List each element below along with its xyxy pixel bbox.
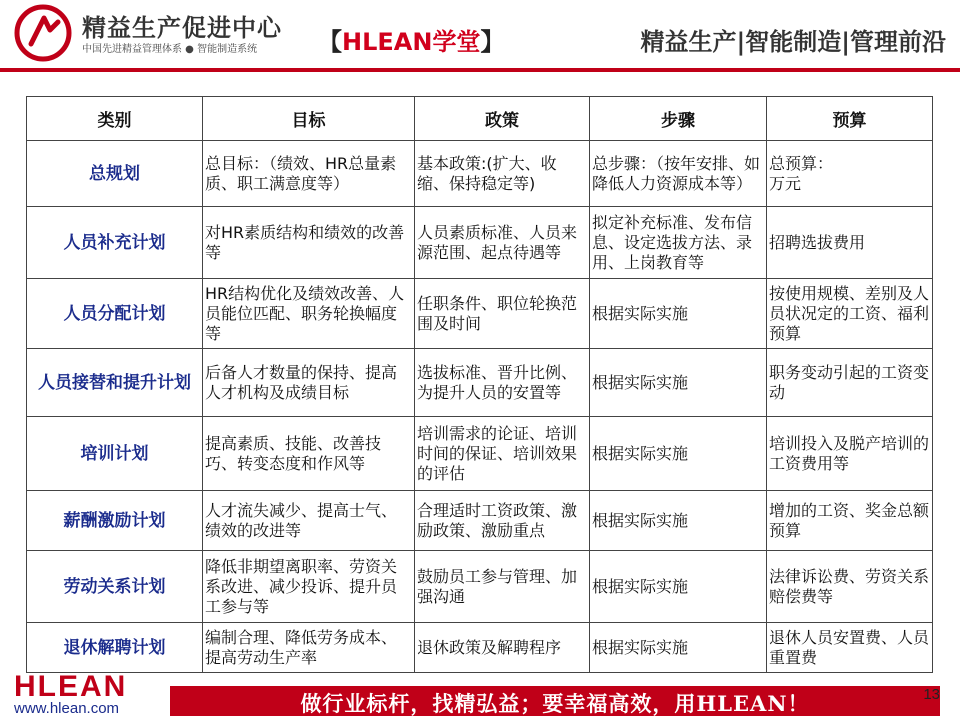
footer-slogan: 做行业标杆，找精弘益；要幸福高效，用HLEAN！ — [300, 691, 810, 716]
row-policy: 退休政策及解聘程序 — [415, 623, 590, 673]
row-budget: 按使用规模、差别及人员状况定的工资、福利预算 — [767, 279, 933, 349]
table-row — [27, 551, 933, 623]
row-budget: 招聘选拔费用 — [767, 207, 933, 279]
row-goal: 提高素质、技能、改善技巧、转变态度和作风等 — [203, 417, 415, 491]
row-category: 人员分配计划 — [27, 279, 203, 349]
row-steps: 根据实际实施 — [590, 551, 767, 623]
row-budget: 法律诉讼费、劳资关系赔偿费等 — [767, 551, 933, 623]
row-goal: 总目标：（绩效、HR总量素质、职工满意度等） — [203, 141, 415, 207]
row-category: 培训计划 — [27, 417, 203, 491]
table-row — [27, 491, 933, 551]
footer-banner — [170, 686, 940, 716]
row-steps: 根据实际实施 — [590, 279, 767, 349]
row-policy: 任职条件、职位轮换范围及时间 — [415, 279, 590, 349]
table-row — [27, 417, 933, 491]
row-steps: 根据实际实施 — [590, 417, 767, 491]
header-right-title: 精益生产|智能制造|管理前沿 — [640, 28, 946, 56]
hr-plan-table — [26, 96, 933, 673]
row-policy: 培训需求的论证、培训时间的保证、培训效果的评估 — [415, 417, 590, 491]
row-goal: 降低非期望离职率、劳资关系改进、减少投诉、提升员工参与等 — [203, 551, 415, 623]
row-policy: 鼓励员工参与管理、加强沟通 — [415, 551, 590, 623]
table-row — [27, 349, 933, 417]
row-steps: 根据实际实施 — [590, 623, 767, 673]
row-budget: 培训投入及脱产培训的工资费用等 — [767, 417, 933, 491]
header-policy: 政策 — [415, 97, 590, 141]
brand-tagline: 中国先进精益管理体系 ● 智能制造系统 — [82, 44, 258, 55]
table-row — [27, 623, 933, 673]
row-policy: 选拔标准、晋升比例、为提升人员的安置等 — [415, 349, 590, 417]
row-goal: HR结构优化及绩效改善、人员能位匹配、职务轮换幅度等 — [203, 279, 415, 349]
row-steps: 根据实际实施 — [590, 349, 767, 417]
table-row — [27, 279, 933, 349]
row-goal: 对HR素质结构和绩效的改善等 — [203, 207, 415, 279]
slide-header — [0, 0, 960, 72]
center-title — [318, 22, 504, 57]
row-category: 薪酬激励计划 — [27, 491, 203, 551]
footer-url: www.hlean.com — [14, 700, 120, 717]
row-steps: 拟定补充标准、发布信息、设定选拔方法、录用、上岗教育等 — [590, 207, 767, 279]
row-goal: 人才流失减少、提高士气、绩效的改进等 — [203, 491, 415, 551]
row-goal: 后备人才数量的保持、提高人才机构及成绩目标 — [203, 349, 415, 417]
row-category: 人员补充计划 — [27, 207, 203, 279]
row-policy: 合理适时工资政策、激励政策、激励重点 — [415, 491, 590, 551]
hlean-logo-text: HLEAN — [14, 670, 128, 700]
header-divider — [0, 68, 960, 72]
row-budget: 增加的工资、奖金总额预算 — [767, 491, 933, 551]
row-category: 退休解聘计划 — [27, 623, 203, 673]
center-brand: HLEAN — [342, 28, 433, 56]
table-row — [27, 141, 933, 207]
page-number: 13 — [923, 686, 940, 703]
row-category: 劳动关系计划 — [27, 551, 203, 623]
row-budget: 退休人员安置费、人员重置费 — [767, 623, 933, 673]
row-steps: 根据实际实施 — [590, 491, 767, 551]
row-category: 总规划 — [27, 141, 203, 207]
table-row — [27, 207, 933, 279]
header-goal: 目标 — [203, 97, 415, 141]
header-budget: 预算 — [767, 97, 933, 141]
header-category: 类别 — [27, 97, 203, 141]
row-budget: 总预算： 万元 — [767, 141, 933, 207]
header-steps: 步骤 — [590, 97, 767, 141]
bracket-left: 【 — [318, 28, 342, 56]
table-header-row — [27, 97, 933, 141]
row-category: 人员接替和提升计划 — [27, 349, 203, 417]
center-suffix: 学堂 — [432, 28, 481, 56]
row-policy: 基本政策:(扩大、收缩、保持稳定等) — [415, 141, 590, 207]
hlean-logo-icon — [12, 670, 162, 700]
row-budget: 职务变动引起的工资变动 — [767, 349, 933, 417]
row-policy: 人员素质标准、人员来源范围、起点待遇等 — [415, 207, 590, 279]
row-goal: 编制合理、降低劳务成本、提高劳动生产率 — [203, 623, 415, 673]
brand-name: 精益生产促进中心 — [82, 14, 282, 42]
bracket-right: 】 — [480, 28, 505, 56]
lean-center-logo-icon — [14, 4, 72, 62]
row-steps: 总步骤：（按年安排、如降低人力资源成本等） — [590, 141, 767, 207]
